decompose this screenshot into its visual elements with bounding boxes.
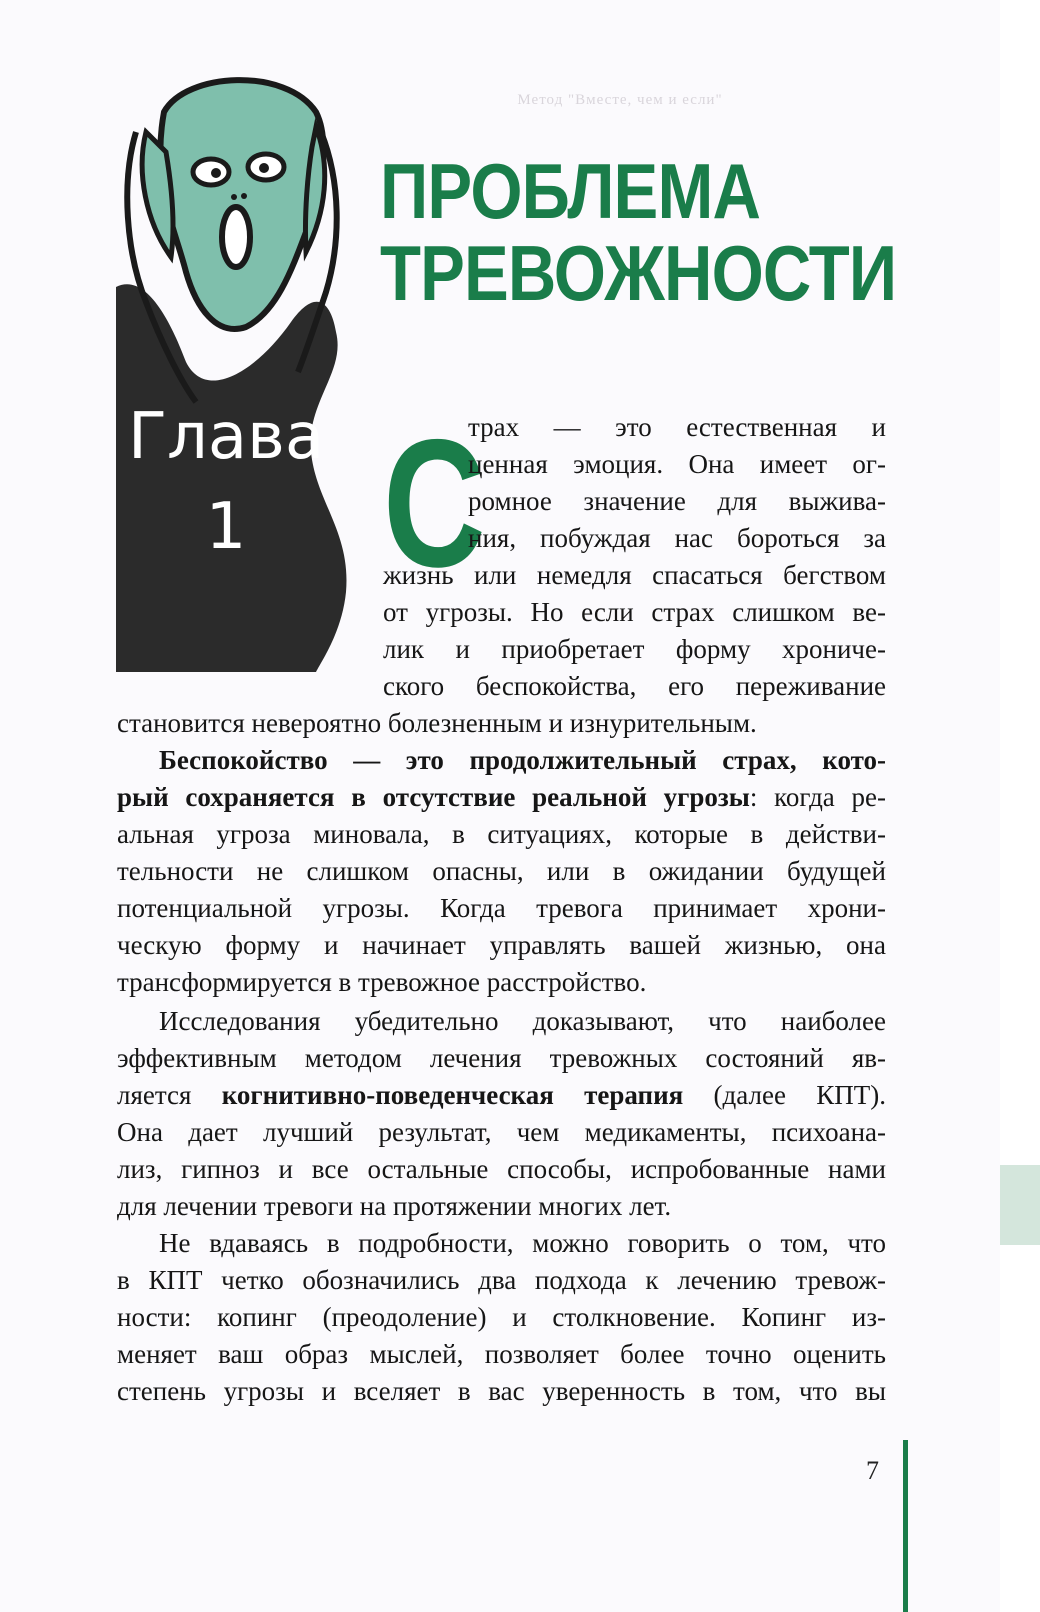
- text-line: трансформируется в тревожное расстройство.: [117, 967, 647, 997]
- chapter-label: [126, 392, 326, 572]
- text-line: лик и приобретает форму хрониче-: [383, 634, 886, 664]
- text-line: меняет ваш образ мыслей, позволяет более точно оценить: [117, 1339, 886, 1369]
- left-eye: [193, 159, 229, 185]
- text-line: трах — это естественная и: [468, 412, 886, 442]
- paragraph-1-indented: [468, 409, 886, 557]
- scream-illustration: [116, 72, 366, 672]
- text-line: Исследования убедительно доказывают, что наиболее: [159, 1006, 886, 1036]
- text-line: ческую форму и начинает управлять вашей жизнью, она: [117, 930, 886, 960]
- drop-cap: С: [383, 401, 486, 605]
- bold-phrase: когнитивно-поведенческая терапия: [221, 1080, 684, 1110]
- chapter-title-line-2: ТРЕВОЖНОСТИ: [380, 229, 897, 317]
- text-line: тельности не слишком опасны, или в ожидании будущей: [117, 856, 886, 886]
- page-number-rule: [903, 1440, 908, 1612]
- text-line: для лечении тревоги на протяжении многих лет.: [117, 1191, 672, 1221]
- chapter-word: Глава: [127, 400, 325, 474]
- text-line: лиз, гипноз и все остальные способы, испробованные нами: [117, 1154, 886, 1184]
- running-head-bleed: Метод "Вместе, чем и если": [517, 92, 723, 108]
- text-line: становится невероятно болезненным и изнурительным.: [117, 708, 757, 738]
- page-number: 7: [866, 1456, 879, 1485]
- paragraph-4: [117, 1225, 886, 1410]
- text-line: эффективным методом лечения тревожных состояний яв-: [117, 1043, 886, 1073]
- head: [160, 80, 323, 329]
- text-line: [117, 1077, 886, 1114]
- text-line-bold: Беспокойство — это продолжительный страх, кото-: [159, 745, 886, 775]
- chapter-number: 1: [205, 490, 247, 564]
- chapter-title-line-1: ПРОБЛЕМА: [380, 147, 761, 235]
- text-line: ценная эмоция. Она имеет ог-: [468, 449, 886, 479]
- chapter-title: [380, 147, 897, 317]
- text-fragment: : когда ре-: [749, 782, 886, 812]
- page-edge: [1000, 0, 1040, 1612]
- text-line: Она дает лучший результат, чем медикаменты, психоана-: [117, 1117, 886, 1147]
- paragraph-1-middle: [383, 557, 886, 705]
- text-line: ности: копинг (преодоление) и столкновение. Копинг из-: [117, 1302, 886, 1332]
- text-line: степень угрозы и вселяет в вас уверенность в том, что вы: [117, 1376, 886, 1406]
- text-line: ромное значение для выжива-: [468, 486, 886, 516]
- bleed-through-tab: [1000, 1165, 1040, 1245]
- text-line: ния, побуждая нас бороться за: [468, 523, 886, 553]
- text-line: ского беспокойства, его переживание: [383, 671, 886, 701]
- text-line: от угрозы. Но если страх слишком ве-: [383, 597, 886, 627]
- paragraph-3: [117, 1003, 886, 1225]
- text-line: Не вдаваясь в подробности, можно говорить о том, что: [159, 1228, 886, 1258]
- paragraph-2: [117, 742, 886, 1001]
- text-line: [117, 779, 886, 816]
- text-line: в КПТ четко обозначились два подхода к лечению тревож-: [117, 1265, 886, 1295]
- text-fragment: (далее КПТ).: [683, 1080, 886, 1110]
- paragraph-1-end: [117, 705, 886, 742]
- text-fragment: ляется: [117, 1080, 222, 1110]
- mouth: [222, 207, 250, 267]
- text-line: жизнь или немедля спасаться бегством: [383, 560, 886, 590]
- bold-phrase: рый сохраняется в отсутствие реальной угрозы: [117, 782, 750, 812]
- text-line: потенциальной угрозы. Когда тревога принимает хрони-: [117, 893, 886, 923]
- text-line: альная угроза миновала, в ситуациях, которые в действи-: [117, 819, 886, 849]
